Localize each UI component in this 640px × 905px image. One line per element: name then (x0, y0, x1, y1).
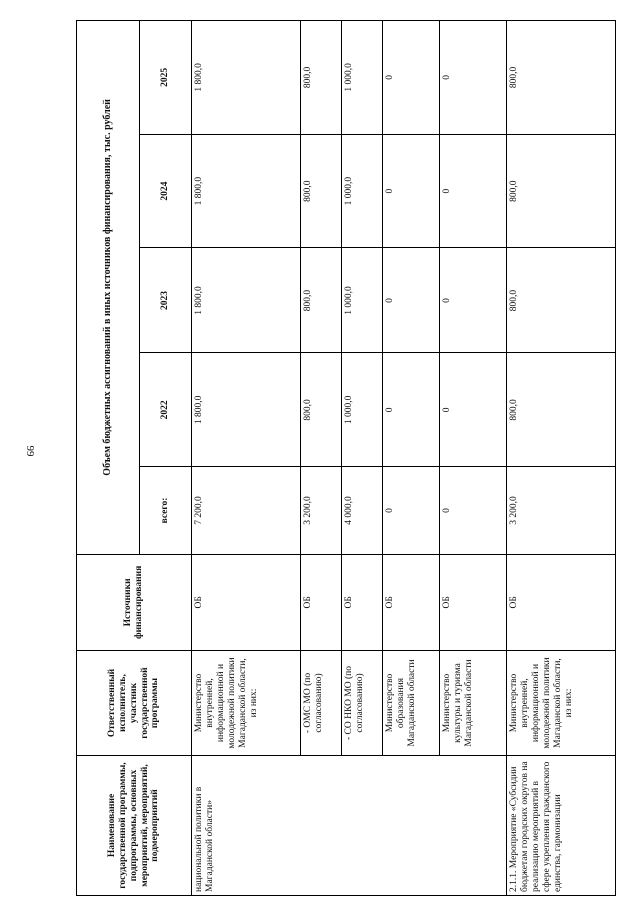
row-2022: 1 800,0 (192, 353, 301, 467)
row-2024: 0 (383, 134, 440, 248)
row-2024: 0 (439, 134, 506, 248)
row-2025: 800,0 (507, 21, 616, 135)
row-total: 3 200,0 (507, 467, 616, 555)
rotated-table-area (76, 20, 616, 896)
row-2023: 1 000,0 (342, 248, 383, 353)
row-2022: 0 (439, 353, 506, 467)
row-source: ОБ (300, 554, 341, 650)
row-2022: 1 000,0 (342, 353, 383, 467)
header-source: Источники финансирования (77, 554, 192, 650)
header-total: всего: (140, 467, 192, 555)
page-number: 99 (24, 445, 36, 457)
row-2024: 800,0 (300, 134, 341, 248)
row-2024: 1 800,0 (192, 134, 301, 248)
row-2024: 1 000,0 (342, 134, 383, 248)
budget-table (76, 20, 616, 896)
row-source: ОБ (342, 554, 383, 650)
row-executor: - ОМС МО (по согласованию) (300, 651, 341, 756)
row-2022: 800,0 (300, 353, 341, 467)
table-row (507, 21, 616, 896)
header-name: Наименование государственной программы, подпрограммы, основных мероприятий, мероприятий, подмероприятий (77, 756, 192, 896)
header-executor: Ответственный исполнитель, участник государственной программы (77, 651, 192, 756)
header-2024: 2024 (140, 134, 192, 248)
row-executor: Министерство внутренней, информационной и молодежной политики Магаданской области, из них: (192, 651, 301, 756)
row-2023: 0 (439, 248, 506, 353)
row-total: 7 200,0 (192, 467, 301, 555)
row-total: 4 000,0 (342, 467, 383, 555)
row-name: национальной политики в Магаданской области» (192, 756, 507, 896)
row-total: 0 (383, 467, 440, 555)
row-executor: Министерство внутренней, информационной и молодежной политики Магаданской области, из них: (507, 651, 616, 756)
row-executor: - СО НКО МО (по согласованию) (342, 651, 383, 756)
row-2022: 0 (383, 353, 440, 467)
row-executor: Министерство образования Магаданской области (383, 651, 440, 756)
header-2023: 2023 (140, 248, 192, 353)
row-source: ОБ (192, 554, 301, 650)
row-2023: 800,0 (300, 248, 341, 353)
row-source: ОБ (507, 554, 616, 650)
header-2022: 2022 (140, 353, 192, 467)
row-2023: 800,0 (507, 248, 616, 353)
row-2025: 0 (439, 21, 506, 135)
row-executor: Министерство культуры и туризма Магаданской области (439, 651, 506, 756)
table-row (192, 21, 301, 896)
header-2025: 2025 (140, 21, 192, 135)
header-volume-group: Объем бюджетных ассигнований в иных источников финансирования, тыс. рублей (77, 21, 140, 555)
row-2025: 1 800,0 (192, 21, 301, 135)
row-2024: 800,0 (507, 134, 616, 248)
header-row-1 (77, 21, 140, 896)
row-2025: 800,0 (300, 21, 341, 135)
row-source: ОБ (383, 554, 440, 650)
row-total: 0 (439, 467, 506, 555)
row-2023: 0 (383, 248, 440, 353)
row-total: 3 200,0 (300, 467, 341, 555)
row-2025: 0 (383, 21, 440, 135)
row-2023: 1 800,0 (192, 248, 301, 353)
row-2025: 1 000,0 (342, 21, 383, 135)
row-source: ОБ (439, 554, 506, 650)
row-2022: 800,0 (507, 353, 616, 467)
row-name: 2.1.1. Мероприятие «Субсидии бюджетам городских округов на реализацию мероприятий в сфере укрепления гражданского единства, гармонизации (507, 756, 616, 896)
